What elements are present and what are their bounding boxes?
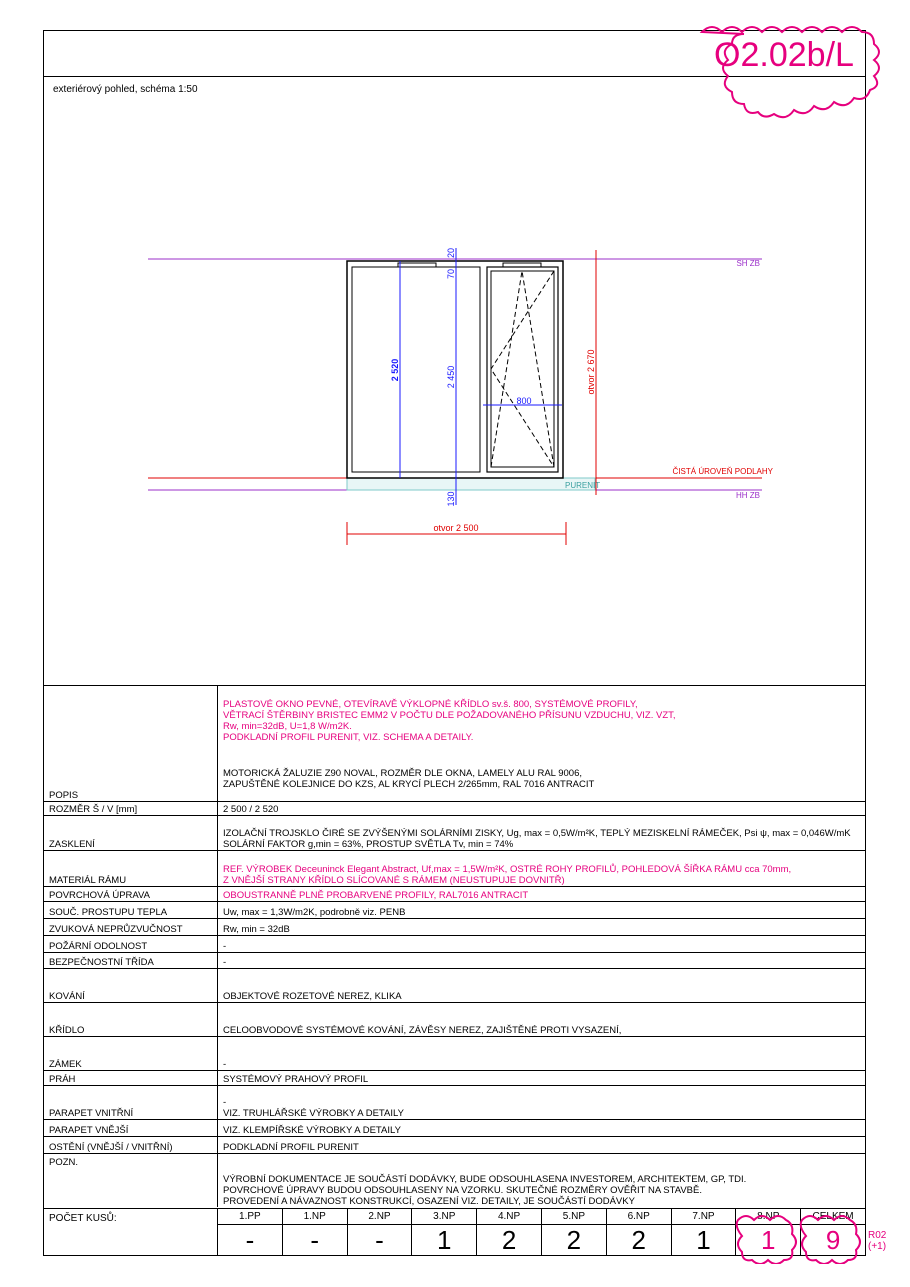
- spec-row: [44, 969, 865, 1003]
- count-value: -: [218, 1224, 283, 1256]
- sash-glazing: [491, 271, 554, 467]
- floor-label: CELKEM: [812, 1211, 854, 1222]
- spec-key: SOUČ. PROSTUPU TEPLA: [44, 902, 218, 919]
- spec-row: [44, 802, 865, 816]
- spec-row: [44, 851, 865, 887]
- spec-value: SYSTÉMOVÝ PRAHOVÝ PROFIL: [218, 1071, 866, 1086]
- count-value: 2: [542, 1224, 607, 1256]
- spec-value: PODKLADNÍ PROFIL PURENIT: [218, 1137, 866, 1154]
- spec-key: POŽÁRNÍ ODOLNOST: [44, 936, 218, 953]
- count-label: POČET KUSŮ:: [49, 1213, 117, 1224]
- spec-row: [44, 919, 865, 936]
- count-value: 1: [672, 1224, 737, 1256]
- spec-value: -: [218, 953, 866, 969]
- spec-value: REF. VÝROBEK Deceuninck Elegant Abstract, Uf,max = 1,5W/m²K, OSTRÉ ROHY PROFILŮ, POHLEDOVÁ ŠÍŘKA RÁMU cca 70mm, Z VNĚJŠÍ STRANY KŘÍDLO SLÍCOVANÉ S RÁMEM (NEUSTUPUJE DOVNITŘ): [218, 851, 866, 887]
- tilt-indicator: [491, 271, 554, 467]
- count-value: -: [348, 1224, 413, 1256]
- count-value: 2: [477, 1224, 542, 1256]
- count-value: 2: [607, 1224, 672, 1256]
- count-value: 1: [736, 1224, 801, 1256]
- revision-label: [868, 1230, 886, 1252]
- hh-label: HH ZB: [736, 491, 760, 500]
- spec-key: PARAPET VNITŘNÍ: [44, 1086, 218, 1120]
- spec-row: [44, 1137, 865, 1154]
- dim-inner-height: 2 450: [446, 365, 456, 389]
- floor-label: 8.NP: [736, 1209, 801, 1224]
- window-code: O2.02b/L: [714, 36, 854, 74]
- floor-label: 6.NP: [607, 1209, 672, 1224]
- floor-label: ČISTÁ ÚROVEŇ PODLAHY: [672, 467, 773, 476]
- spec-row: [44, 686, 865, 802]
- turn-indicator: [491, 271, 554, 467]
- spec-value: OBOUSTRANNĚ PLNĚ PROBARVENÉ PROFILY, RAL7016 ANTRACIT: [218, 887, 866, 902]
- spec-row: [44, 902, 865, 919]
- fixed-glazing: [352, 267, 480, 472]
- dim-sash-width: 800: [516, 396, 532, 406]
- floor-label: 1.NP: [283, 1209, 348, 1224]
- spec-value-main: PLASTOVÉ OKNO PEVNÉ, OTEVÍRAVĚ VÝKLOPNÉ KŘÍDLO sv.š. 800, SYSTÉMOVÉ PROFILY, VĚTRACÍ ŠTĚRBINY BRISTEC EMM2 V POČTU DLE POŽADOVANÉHO PŘÍSUNU VZDUCHU, VIZ. VZT, Rw, min=32dB, U=1,8 W/m2K. PODKLADNÍ PROFIL PURENIT, VIZ. SCHEMA A DETAILY.: [223, 699, 676, 743]
- spec-key: ZVUKOVÁ NEPRŮZVUČNOST: [44, 919, 218, 936]
- spec-value: Uw, max = 1,3W/m2K, podrobně viz. PENB: [218, 902, 866, 919]
- spec-value: VÝROBNÍ DOKUMENTACE JE SOUČÁSTÍ DODÁVKY, BUDE ODSOUHLASENA INVESTOREM, ARCHITEKTEM, GP, TDI. POVRCHOVÉ ÚPRAVY BUDOU ODSOUHLASENY NA VZORKU. SKUTEČNÉ ROZMĚRY OVĚŘIT NA STAVBĚ. PROVEDENÍ A NÁVAZNOST KONSTRUKCÍ, OSAZENÍ VIZ. DETAILY, JE SOUČÁSTÍ DODÁVKY: [218, 1154, 866, 1207]
- dim-total-height: 2 520: [390, 358, 400, 382]
- view-title: exteriérový pohled, schéma 1:50: [53, 84, 198, 95]
- spec-value: -: [218, 936, 866, 953]
- spec-value: 2 500 / 2 520: [218, 802, 866, 816]
- spec-value: Rw, min = 32dB: [218, 919, 866, 936]
- sash-frame: [487, 267, 558, 472]
- spec-value: [218, 686, 866, 802]
- spec-key: BEZPEČNOSTNÍ TŘÍDA: [44, 953, 218, 969]
- dim-opening-height: otvor 2 670: [586, 349, 596, 395]
- spec-row: [44, 1086, 865, 1120]
- revision-code: R02: [868, 1230, 887, 1241]
- spec-key: ZASKLENÍ: [44, 816, 218, 851]
- count-value: 9: [825, 1225, 841, 1255]
- spec-value: OBJEKTOVÉ ROZETOVÉ NEREZ, KLIKA: [218, 969, 866, 1003]
- spec-key: POZN.: [44, 1154, 218, 1207]
- spec-value-secondary: MOTORICKÁ ŽALUZIE Z90 NOVAL, ROZMĚR DLE OKNA, LAMELY ALU RAL 9006, ZAPUŠTĚNÉ KOLEJNICE DO KZS, AL KRYCÍ PLECH 2/265mm, RAL 7016 ANTRACIT: [223, 768, 595, 790]
- spec-row: [44, 1003, 865, 1037]
- spec-key: POPIS: [44, 686, 218, 802]
- dim-bottom: 130: [446, 491, 456, 507]
- spec-value: - VIZ. TRUHLÁŘSKÉ VÝROBKY A DETAILY: [218, 1086, 866, 1120]
- purenit-profile: [347, 478, 595, 490]
- spec-value: IZOLAČNÍ TROJSKLO ČIRÉ SE ZVÝŠENÝMI SOLÁRNÍMI ZISKY, Ug, max = 0,5W/m²K, TEPLÝ MEZISKELNÍ RÁMEČEK, Psi ψ, max = 0,046W/mK SOLÁRNÍ FAKTOR g,min = 63%, PROSTUP SVĚTLA Tv, min = 74%: [218, 816, 866, 851]
- count-revision-clouds: [730, 1212, 865, 1264]
- vent-slot: [503, 263, 541, 267]
- dim-frame-top: 70: [446, 268, 456, 280]
- count-value: 1: [412, 1224, 477, 1256]
- spec-value: CELOOBVODOVÉ SYSTÉMOVÉ KOVÁNÍ, ZÁVĚSY NEREZ, ZAJIŠTĚNÉ PROTI VYSAZENÍ,: [218, 1003, 866, 1037]
- spec-row: [44, 953, 865, 969]
- spec-row: [44, 1037, 865, 1071]
- spec-value: VIZ. KLEMPÍŘSKÉ VÝROBKY A DETAILY: [218, 1120, 866, 1137]
- spec-key: MATERIÁL RÁMU: [44, 851, 218, 887]
- floor-label: 5.NP: [542, 1209, 607, 1224]
- count-value: -: [283, 1224, 348, 1256]
- spec-row: [44, 816, 865, 851]
- spec-key: OSTĚNÍ (VNĚJŠÍ / VNITŘNÍ): [44, 1137, 218, 1154]
- spec-row: [44, 1071, 865, 1086]
- spec-row: [44, 1154, 865, 1207]
- spec-row: [44, 936, 865, 953]
- spec-key: ZÁMEK: [44, 1037, 218, 1071]
- spec-value: -: [218, 1037, 866, 1071]
- spec-key: ROZMĚR Š / V [mm]: [44, 802, 218, 816]
- sh-label: SH ZB: [736, 259, 760, 268]
- spec-table: [44, 685, 865, 1207]
- vent-slot: [398, 263, 436, 267]
- revision-delta: (+1): [868, 1241, 887, 1252]
- spec-key: PARAPET VNĚJŠÍ: [44, 1120, 218, 1137]
- spec-key: KOVÁNÍ: [44, 969, 218, 1003]
- spec-key: POVRCHOVÁ ÚPRAVA: [44, 887, 218, 902]
- floor-label: 7.NP: [672, 1209, 737, 1224]
- spec-row: [44, 1120, 865, 1137]
- dim-top-gap: 20: [446, 247, 456, 259]
- purenit-label: PURENIT: [565, 481, 601, 490]
- floor-label: 1.PP: [218, 1209, 283, 1224]
- spec-key: KŘÍDLO: [44, 1003, 218, 1037]
- spec-row: [44, 887, 865, 902]
- floor-label: 3.NP: [412, 1209, 477, 1224]
- floor-label: 4.NP: [477, 1209, 542, 1224]
- floor-label: 2.NP: [348, 1209, 413, 1224]
- dim-opening-width: otvor 2 500: [433, 523, 479, 533]
- spec-key: PRÁH: [44, 1071, 218, 1086]
